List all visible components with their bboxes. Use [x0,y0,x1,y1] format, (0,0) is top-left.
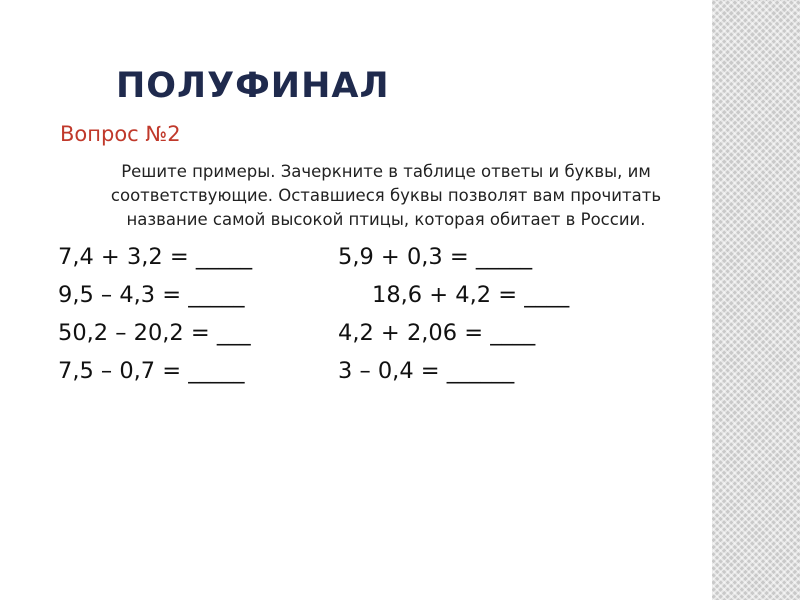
example-left-2: 9,5 – 4,3 = _____ [58,282,245,308]
instructions-line: соответствующие. Оставшиеся буквы позволят вам прочитать [110,186,662,205]
example-left-1: 7,4 + 3,2 = _____ [58,244,253,270]
example-right-2: 18,6 + 4,2 = ____ [372,282,570,308]
example-left-3: 50,2 – 20,2 = ___ [58,320,251,346]
instructions-line: название самой высокой птицы, которая обитает в России. [126,210,646,229]
decorative-side-band [712,0,800,600]
example-left-4: 7,5 – 0,7 = _____ [58,358,245,384]
slide-title: ПОЛУФИНАЛ [116,66,390,106]
example-right-3: 4,2 + 2,06 = ____ [338,320,536,346]
instructions-line: Решите примеры. Зачеркните в таблице ответы и буквы, им [121,162,651,181]
instructions-text [56,160,716,232]
question-label: Вопрос №2 [60,122,181,146]
example-right-4: 3 – 0,4 = ______ [338,358,515,384]
example-right-1: 5,9 + 0,3 = _____ [338,244,533,270]
